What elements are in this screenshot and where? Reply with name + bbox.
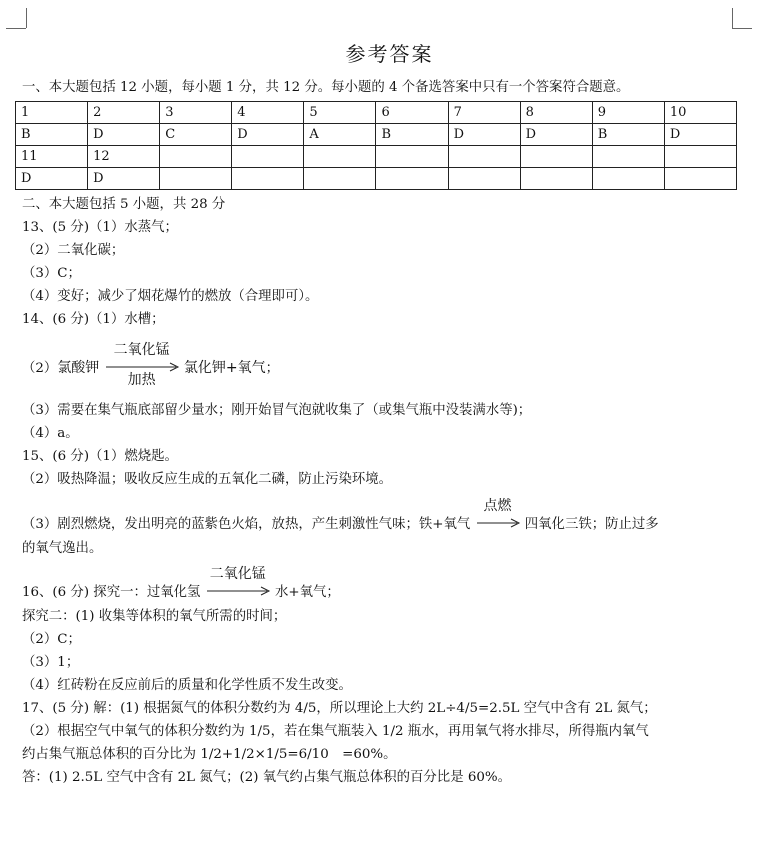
q16-line2: （2）C； [22,632,81,647]
q17-line1: 17、(5 分) 解：(1) 根据氮气的体积分数约为 4/5，所以理论上大约 2L÷4/5=2.5L 空气中含有 2L 氮气； [22,701,657,716]
table-cell [448,168,520,190]
table-cell: A [304,124,376,146]
condition-label: 加热 [127,372,156,388]
table-cell: D [664,124,736,146]
crop-mark-top-left-h [6,28,26,29]
table-cell: B [16,124,88,146]
section1-heading: 一、本大题包括 12 小题，每小题 1 分，共 12 分。每小题的 4 个备选答案中只有一个答案符合题意。 [22,80,630,95]
reaction-arrow [104,342,180,388]
q14-equation [22,342,279,388]
table-cell [592,168,664,190]
table-cell: D [448,124,520,146]
q17-line2: （2）根据空气中氧气的体积分数约为 1/5，若在集气瓶装入 1/2 瓶水，再用氧气将水排尽，所得瓶内氧气 [22,724,649,739]
table-cell [376,146,448,168]
table-row [16,168,737,190]
q15-suffix: 四氧化三铁；防止过多 [524,517,659,532]
q16-explore2: 探究二：(1) 收集等体积的氧气所需的时间； [22,609,287,624]
crop-mark-top-left [26,8,27,28]
crop-mark-top-right-h [732,28,752,29]
table-cell [232,168,304,190]
table-cell: 1 [16,102,88,124]
catalyst-label: 二氧化锰 [113,342,170,358]
table-row [16,124,737,146]
q15-line1: 15、(6 分)（1）燃烧匙。 [22,449,178,464]
q15-prefix: （3）剧烈燃烧，发出明亮的蓝紫色火焰，放热，产生刺激性气味；铁+氧气 [22,517,471,532]
q17-answer: 答：(1) 2.5L 空气中含有 2L 氮气；(2) 氧气约占集气瓶总体积的百分比是 60%。 [22,770,511,785]
q16-prefix: 16、(6 分) 探究一：过氧化氢 [22,585,201,600]
q16-line1 [22,566,340,602]
table-cell: D [88,124,160,146]
q14-line3: （3）需要在集气瓶底部留少量水；刚开始冒气泡就收集了（或集气瓶中没装满水等)； [22,403,532,418]
page-title: 参考答案 [345,42,434,66]
table-cell [376,168,448,190]
table-row [16,146,737,168]
q14-line1: 14、(6 分)（1）水槽； [22,312,165,327]
q14-end: ； [265,361,279,376]
table-cell: B [376,124,448,146]
q14-reactant: 氯酸钾 [57,360,100,376]
table-cell: D [16,168,88,190]
table-cell: 3 [160,102,232,124]
q13-line1: 13、(5 分)（1）水蒸气； [22,220,178,235]
q15-line3 [22,498,659,534]
table-cell: 6 [376,102,448,124]
reaction-arrow [475,498,521,528]
crop-mark-top-right [732,8,733,28]
catalyst-label: 二氧化锰 [209,566,266,582]
table-cell: 5 [304,102,376,124]
q14-prefix: （2） [22,361,58,376]
table-cell [160,146,232,168]
answer-table [15,101,737,190]
table-cell: 9 [592,102,664,124]
q16-line3: （3）1； [22,655,80,670]
q13-line2: （2）二氧化碳； [22,243,125,258]
table-cell [520,146,592,168]
table-cell [520,168,592,190]
table-cell: 4 [232,102,304,124]
table-cell [664,146,736,168]
q14-products: 氯化钾+氧气 [183,360,266,376]
q17-line3: 约占集气瓶总体积的百分比为 1/2+1/2×1/5=6/10 =60%。 [22,747,397,762]
table-cell [664,168,736,190]
table-cell [304,168,376,190]
table-cell [160,168,232,190]
reaction-arrow [205,566,271,596]
table-cell: 2 [88,102,160,124]
q15-line2: （2）吸热降温；吸收反应生成的五氧化二磷，防止污染环境。 [22,472,393,487]
q16-line4: （4）红砖粉在反应前后的质量和化学性质不发生改变。 [22,678,352,693]
table-cell: 12 [88,146,160,168]
arrow-icon [205,586,271,596]
table-cell: D [520,124,592,146]
q13-line4: （4）变好；减少了烟花爆竹的燃放（合理即可）。 [22,289,319,304]
table-cell: D [232,124,304,146]
condition-label: 点燃 [483,498,512,514]
table-cell: B [592,124,664,146]
q15-line3-cont: 的氧气逸出。 [22,541,103,556]
table-cell [448,146,520,168]
table-cell: C [160,124,232,146]
table-cell [592,146,664,168]
arrow-icon [475,518,521,528]
table-cell: 10 [664,102,736,124]
table-cell: 11 [16,146,88,168]
q14-line4: （4）a。 [22,426,79,441]
q13-line3: （3）C； [22,266,81,281]
table-row [16,102,737,124]
table-cell [232,146,304,168]
table-cell: 8 [520,102,592,124]
table-cell [304,146,376,168]
table-cell: 7 [448,102,520,124]
section2-heading: 二、本大题包括 5 小题，共 28 分 [22,197,226,212]
q16-products: 水+氧气； [274,585,340,600]
table-cell: D [88,168,160,190]
